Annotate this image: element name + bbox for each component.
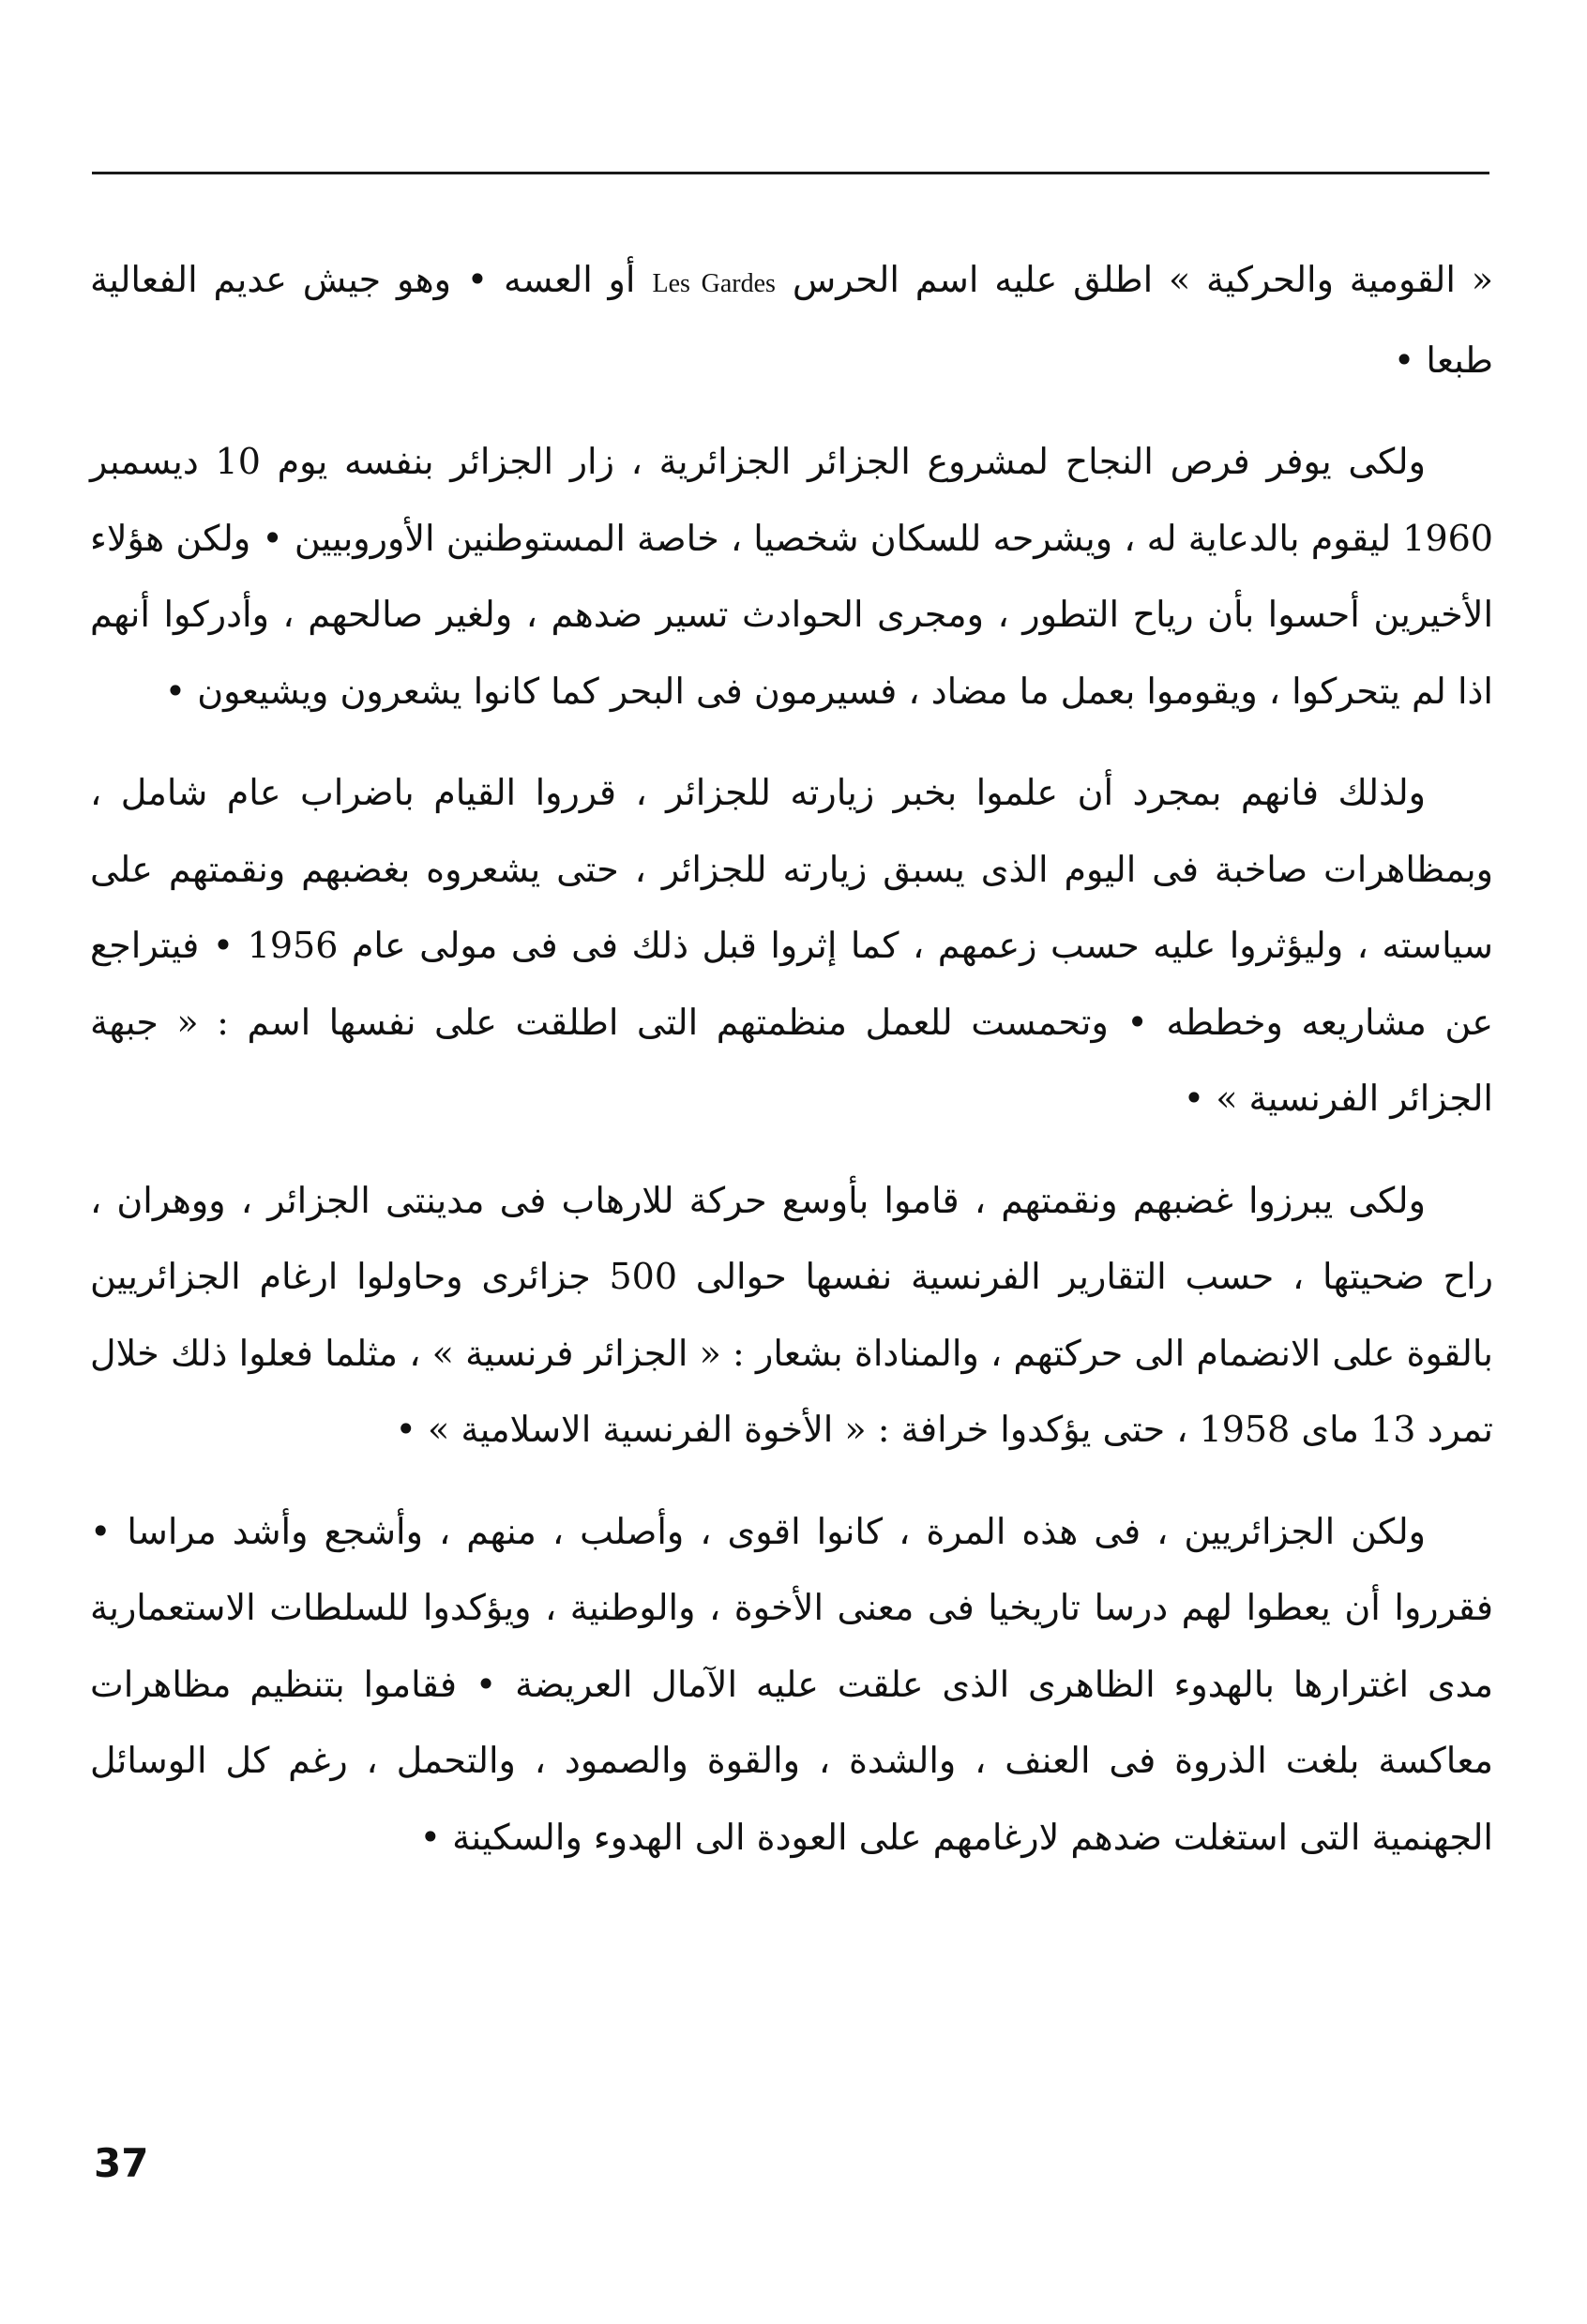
body-text <box>90 242 1493 1901</box>
paragraph-4: ولكى يبرزوا غضبهم ونقمتهم ، قاموا بأوسع حركة للارهاب فى مدينتى الجزائر ، ووهران ، راح ضحيتها ، حسب التقارير الفرنسية نفسها حوالى 500 جزائرى وحاولوا ارغام الجزائريين بالقوة على الانضمام الى حركتهم ، والمناداة بشعار : « الجزائر فرنسية » ، مثلما فعلوا ذلك خلال تمرد 13 ماى 1958 ، حتى يؤكدوا خرافة : « الأخوة الفرنسية الاسلامية » • <box>90 1179 1493 1450</box>
header-rule <box>92 172 1489 174</box>
page-number: 37 <box>94 2140 149 2186</box>
paragraph-3: ولذلك فانهم بمجرد أن علموا بخبر زيارته للجزائر ، قرروا القيام باضراب عام شامل ، وبمظاهرات صاخبة فى اليوم الذى يسبق زيارته للجزائر ، حتى يشعروه بغضبهم ونقمتهم على سياسته ، وليؤثروا عليه حسب زعمهم ، كما إثروا قبل ذلك فى فى مولى عام 1956 • فيتراجع عن مشاريعه وخططه • وتحمست للعمل منظمتهم التى اطلقت على نفسها اسم : « جبهة الجزائر الفرنسية » • <box>90 772 1493 1119</box>
paragraph-1-text-after: أو العسه • وهو جيش عديم الفعالية طبعا • <box>90 259 1493 381</box>
paragraph-1-text-before: « القومية والحركية » اطلق عليه اسم الحرس <box>792 259 1493 300</box>
paragraph-5: ولكن الجزائريين ، فى هذه المرة ، كانوا اقوى ، وأصلب ، منهم ، وأشجع وأشد مراسا • فقرروا أن يعطوا لهم درسا تاريخيا فى معنى الأخوة ، والوطنية ، ويؤكدوا للسلطات الاستعمارية مدى اغترارها بالهدوء الظاهرى الذى علقت عليه الآمال العريضة • فقاموا بتنظيم مظاهرات معاكسة بلغت الذروة فى العنف ، والشدة ، والقوة والصمود ، والتحمل ، رغم كل الوسائل الجهنمية التى استغلت ضدهم لارغامهم على العودة الى الهدوء والسكينة • <box>90 1510 1493 1858</box>
paragraph-1-latin-term: Les Gardes <box>652 269 776 298</box>
paragraph-1 <box>90 242 1493 399</box>
paragraph-2: ولكى يوفر فرص النجاح لمشروع الجزائر الجزائرية ، زار الجزائر بنفسه يوم 10 ديسمبر 1960 ليقوم بالدعاية له ، ويشرحه للسكان شخصيا ، خاصة المستوطنين الأوروبيين • ولكن هؤلاء الأخيرين أحسوا بأن رياح التطور ، ومجرى الحوادث تسير ضدهم ، ولغير صالحهم ، وأدركوا أنهم اذا لم يتحركوا ، ويقوموا بعمل ما مضاد ، فسيرمون فى البحر كما كانوا يشعرون ويشيعون • <box>90 441 1493 712</box>
